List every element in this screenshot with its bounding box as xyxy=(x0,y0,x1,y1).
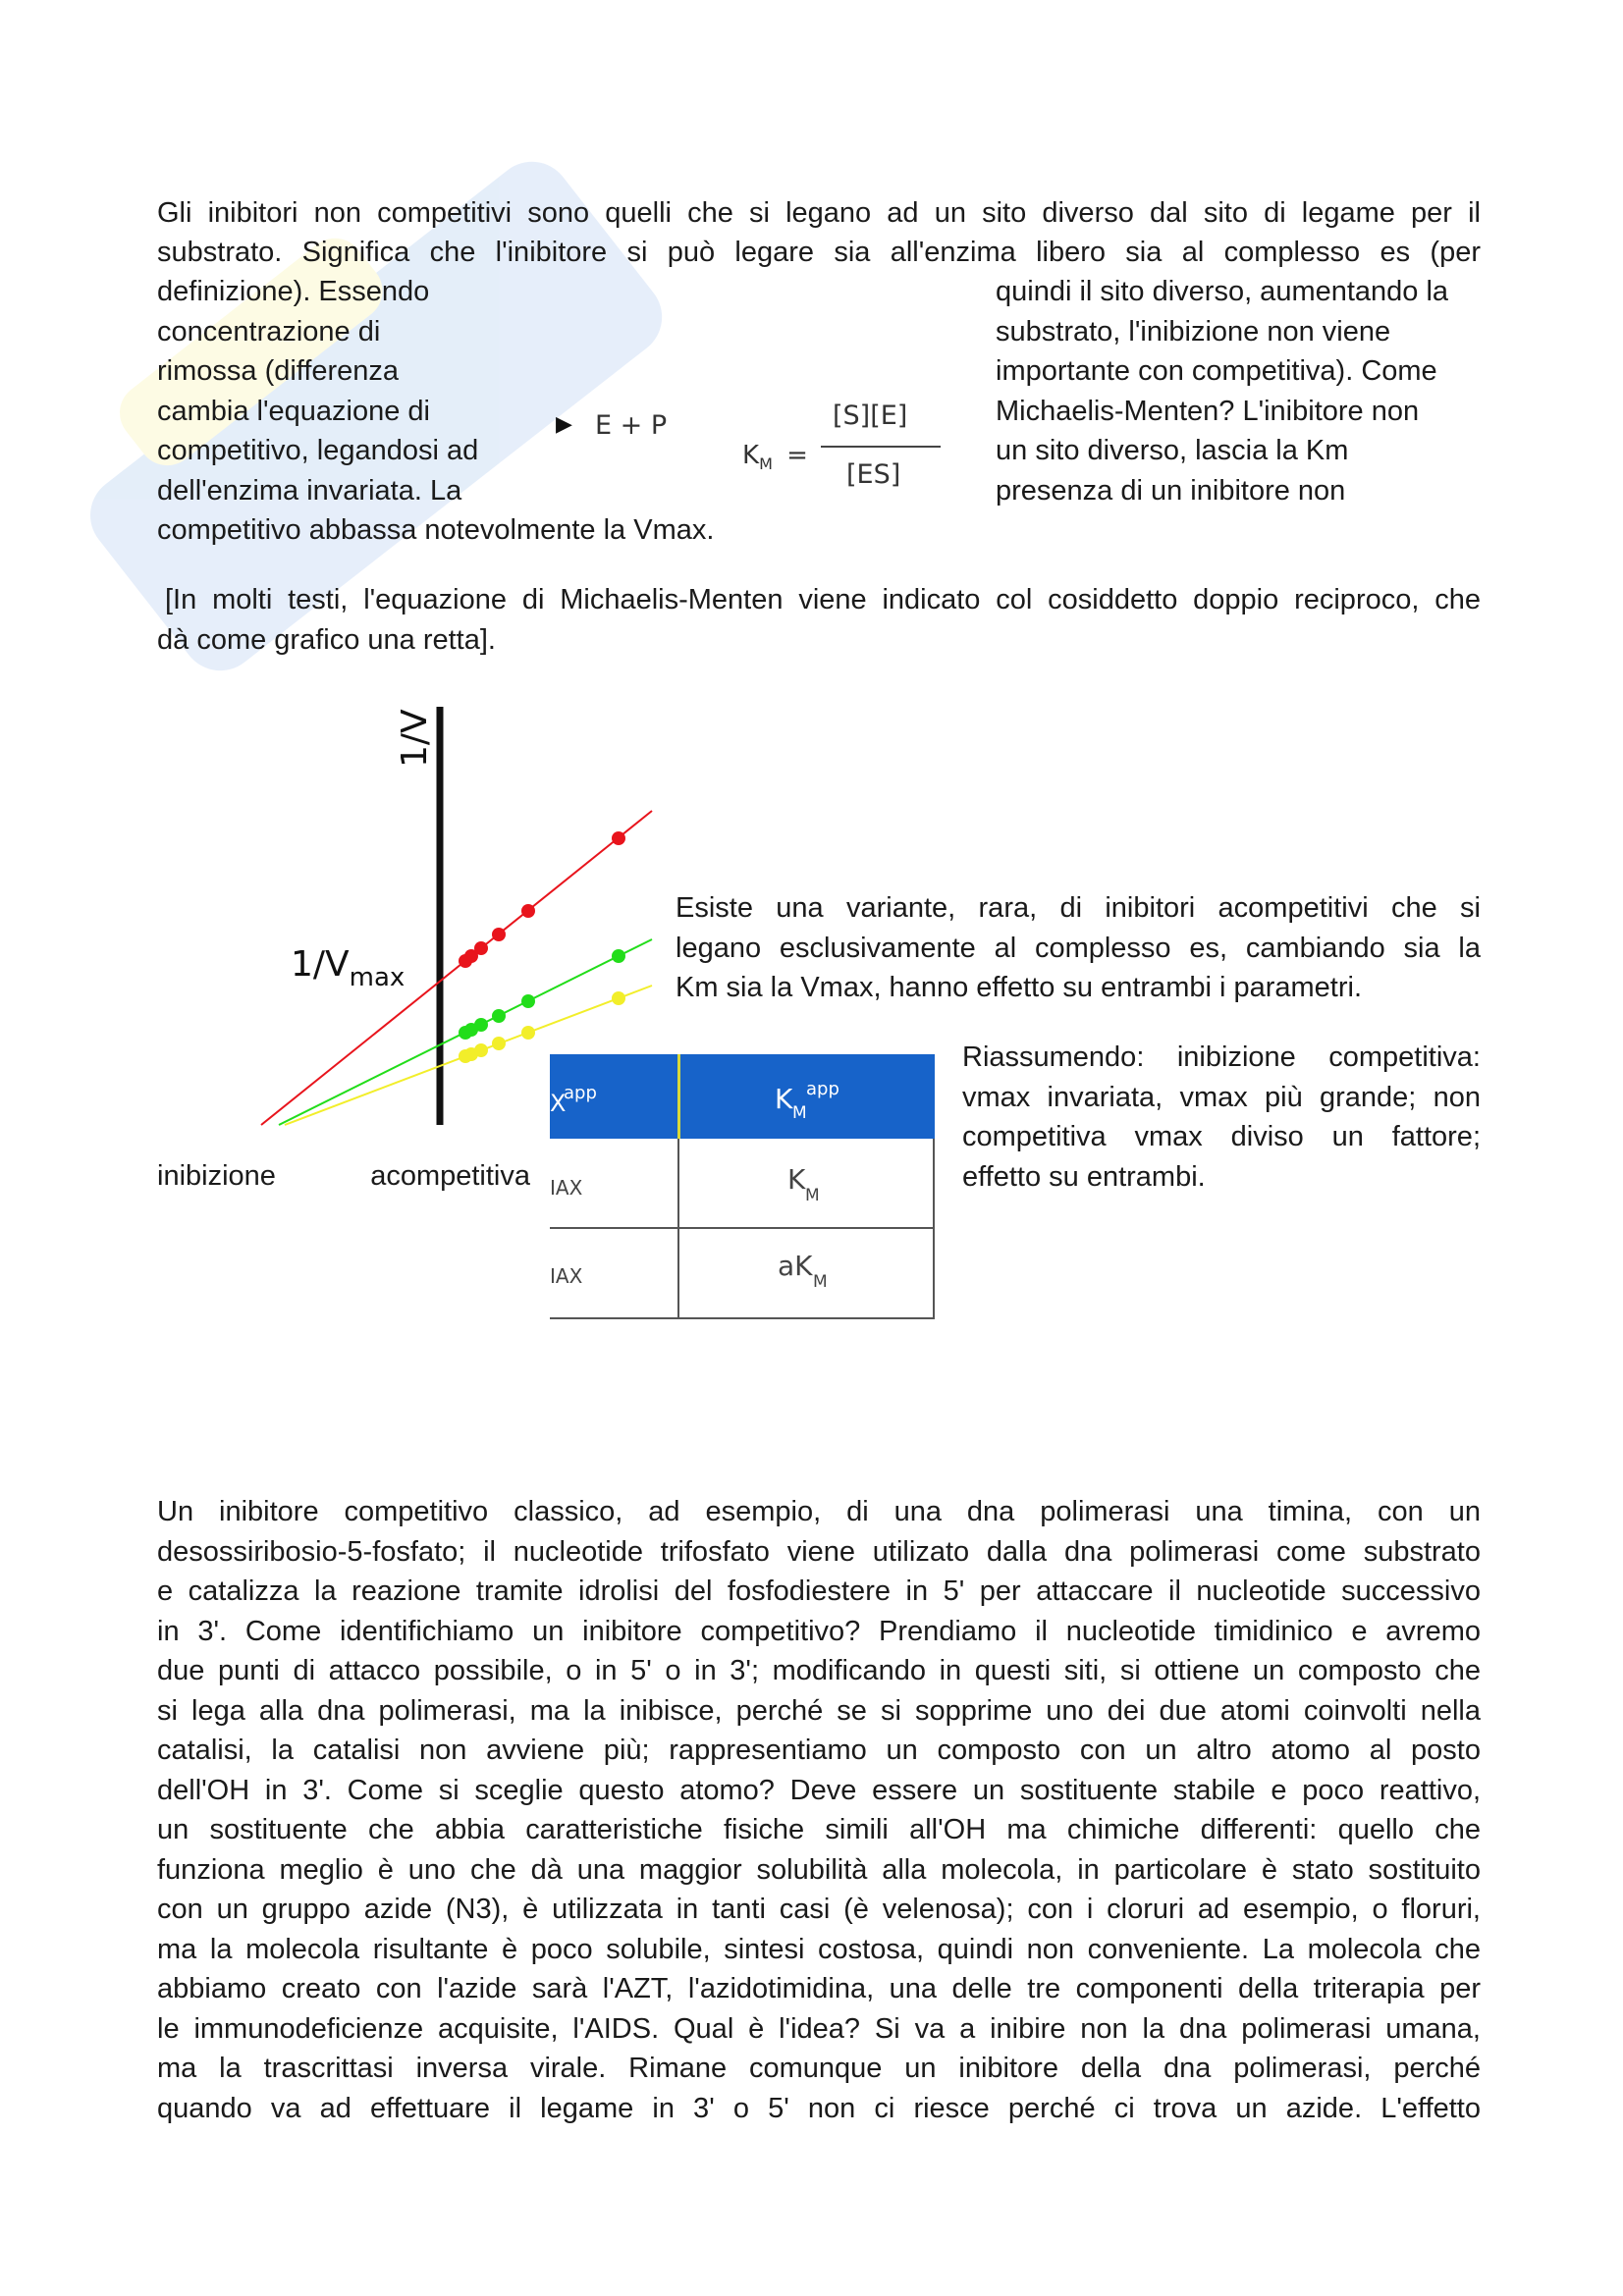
main-line: catalisi, la catalisi non avviene più; rappresentiamo un composto con un altro atomo al posto xyxy=(157,1735,1481,1766)
row1-right-main: K xyxy=(787,1163,806,1196)
summary-paragraph xyxy=(962,1038,1481,1197)
header-right-sup: app xyxy=(806,1079,839,1099)
green-point xyxy=(459,1026,472,1040)
summary-line: Riassumendo: inibizione competitiva: xyxy=(962,1041,1481,1073)
intro-line-2: substrato. Significa che l'inibitore si può legare sia all'enzima libero sia al complesso es (per xyxy=(157,237,1481,268)
variant-line: Esiste una variante, rara, di inibitori acompetitivi che si xyxy=(676,892,1481,924)
closing-line: competitivo abbassa notevolmente la Vmax. xyxy=(157,514,715,546)
summary-line: effetto su entrambi. xyxy=(962,1160,1206,1193)
vmax-label-main: 1/V xyxy=(291,944,350,985)
triangle-arrow-icon: ▶ xyxy=(556,411,572,436)
main-line: funziona meglio è uno che dà una maggior solubilità alla molecola, in particolare è stato sostituito xyxy=(157,1853,1481,1886)
header-right-main: K xyxy=(775,1083,793,1115)
left-column-line: rimossa (differenza xyxy=(157,355,400,387)
left-column-line: dell'enzima invariata. La xyxy=(157,474,462,507)
row2-left: IAX xyxy=(550,1264,583,1288)
km-formula xyxy=(556,402,988,501)
main-line: quando va ad effettuare il legame in 3' o 5' non ci riesce perché ci trova un azide. L'effetto xyxy=(157,2092,1481,2124)
main-line: con un gruppo azide (N3), è utilizzata in tanti casi (è velenosa); con i cloruri ad esempio, o floruri, xyxy=(157,1894,1481,1925)
table-vertical-divider xyxy=(677,1139,679,1319)
right-column xyxy=(996,272,1481,510)
right-column-line: Michaelis-Menten? L'inibitore non xyxy=(996,395,1420,427)
right-column-line: presenza di un inibitore non xyxy=(996,474,1346,507)
formula-denominator: [ES] xyxy=(846,459,901,490)
main-line: desossiribosio-5-fosfato; il nucleotide trifosfato viene utilizato dalla dna polimerasi come substrato xyxy=(157,1535,1481,1568)
table-header-left xyxy=(550,1054,677,1139)
main-line: e catalizza la reazione tramite idrolisi del fosfodiestere in 5' per attaccare il nucleotide successivo xyxy=(157,1575,1481,1607)
green-point xyxy=(612,949,625,963)
yellow-point xyxy=(459,1049,472,1063)
row1-left: IAX xyxy=(550,1176,583,1200)
fraction-bar xyxy=(821,446,941,448)
km-app-table xyxy=(550,1054,935,1319)
inhibition-label-word2: acompetitiva xyxy=(370,1160,530,1192)
left-column-line: definizione). Essendo xyxy=(157,276,430,307)
green-point xyxy=(492,1009,506,1023)
main-line: in 3'. Come identifichiamo un inibitore competitivo? Prendiamo il nucleotide timidinico e avremo xyxy=(157,1615,1481,1647)
right-column-line: substrato, l'inibizione non viene xyxy=(996,315,1391,347)
right-column-line: quindi il sito diverso, aumentando la xyxy=(996,276,1449,307)
summary-line: competitiva vmax diviso un fattore; xyxy=(962,1121,1481,1152)
red-point xyxy=(612,831,625,845)
km-sub: M xyxy=(759,454,773,474)
table-right-border xyxy=(933,1139,935,1319)
km-symbol xyxy=(742,436,808,485)
main-line: ma la trascrittasi inversa virale. Rimane comunque un inibitore della dna polimerasi, perché xyxy=(157,2053,1481,2084)
table-bottom-border xyxy=(550,1317,935,1319)
main-line: un sostituente che abbia caratteristiche fisiche simili all'OH ma chimiche differenti: quello che xyxy=(157,1814,1481,1845)
table-header-right xyxy=(680,1054,935,1139)
reaction-text: E + P xyxy=(595,410,668,441)
left-column-line: competitivo, legandosi ad xyxy=(157,435,479,466)
main-line: ma la molecola risultante è poco solubile, sintesi costosa, quindi non conveniente. La molecola che xyxy=(157,1933,1481,1965)
inhibition-label xyxy=(157,1156,530,1197)
formula-numerator: [S][E] xyxy=(833,400,908,431)
red-point xyxy=(492,928,506,941)
yellow-point xyxy=(521,1026,535,1040)
variant-paragraph xyxy=(676,888,1481,1008)
left-column-line: cambia l'equazione di xyxy=(157,395,430,427)
vmax-label xyxy=(291,944,405,992)
red-point xyxy=(459,954,472,968)
row2-right-sub: M xyxy=(813,1272,828,1292)
equals-sign: = xyxy=(786,441,808,470)
yellow-point xyxy=(492,1037,506,1050)
right-column-line: un sito diverso, lascia la Km xyxy=(996,435,1349,466)
table-row-divider xyxy=(550,1227,935,1229)
vmax-label-sub: max xyxy=(349,963,406,992)
intro-line-1: Gli inibitori non competitivi sono quelli che si legano ad un sito diverso dal sito di legame per il xyxy=(157,197,1481,229)
main-line: Un inibitore competitivo classico, ad esempio, di una dna polimerasi una timina, con un xyxy=(157,1496,1481,1527)
right-column-line: importante con competitiva). Come xyxy=(996,355,1437,387)
bracket-note-line-2: dà come grafico una retta]. xyxy=(157,624,496,656)
main-line: le immunodeficienze acquisite, l'AIDS. Qual è l'idea? Si va a inibire non la dna polimerasi umana, xyxy=(157,2012,1481,2045)
row1-right-sub: M xyxy=(805,1186,820,1205)
left-column-line: concentrazione di xyxy=(157,315,381,347)
km-main: K xyxy=(742,441,760,470)
yellow-point xyxy=(612,991,625,1005)
main-line: abbiamo creato con l'azide sarà l'AZT, l'azidotimidina, una delle tre componenti della triterapia per xyxy=(157,1973,1481,2004)
header-left-main: X xyxy=(550,1090,567,1117)
left-column xyxy=(157,272,530,510)
row2-right-main: aK xyxy=(778,1250,813,1282)
red-point xyxy=(521,904,535,918)
main-line: due punti di attacco possibile, o in 5' o in 3'; modificando in questi siti, si ottiene un composto che xyxy=(157,1655,1481,1686)
summary-line: vmax invariata, vmax più grande; non xyxy=(962,1081,1481,1113)
y-axis-label: 1/V xyxy=(395,709,435,768)
variant-line: legano esclusivamente al complesso es, cambiando sia la xyxy=(676,932,1481,964)
main-paragraph xyxy=(157,1492,1481,2128)
green-point xyxy=(521,994,535,1008)
main-line: si lega alla dna polimerasi, ma la inibisce, perché se si sopprime uno dei due atomi coinvolti nella xyxy=(157,1694,1481,1727)
inhibition-label-word1: inibizione xyxy=(157,1160,276,1192)
variant-line: Km sia la Vmax, hanno effetto su entrambi i parametri. xyxy=(676,972,1363,1003)
header-right-sub: M xyxy=(792,1103,807,1123)
main-line: dell'OH in 3'. Come si sceglie questo atomo? Deve essere un sostituente stabile e poco reattivo, xyxy=(157,1774,1481,1806)
bracket-note-line-1: [In molti testi, l'equazione di Michaelis-Menten viene indicato col cosiddetto doppio reciproco, che xyxy=(165,584,1481,615)
header-left-sup: app xyxy=(564,1083,597,1103)
